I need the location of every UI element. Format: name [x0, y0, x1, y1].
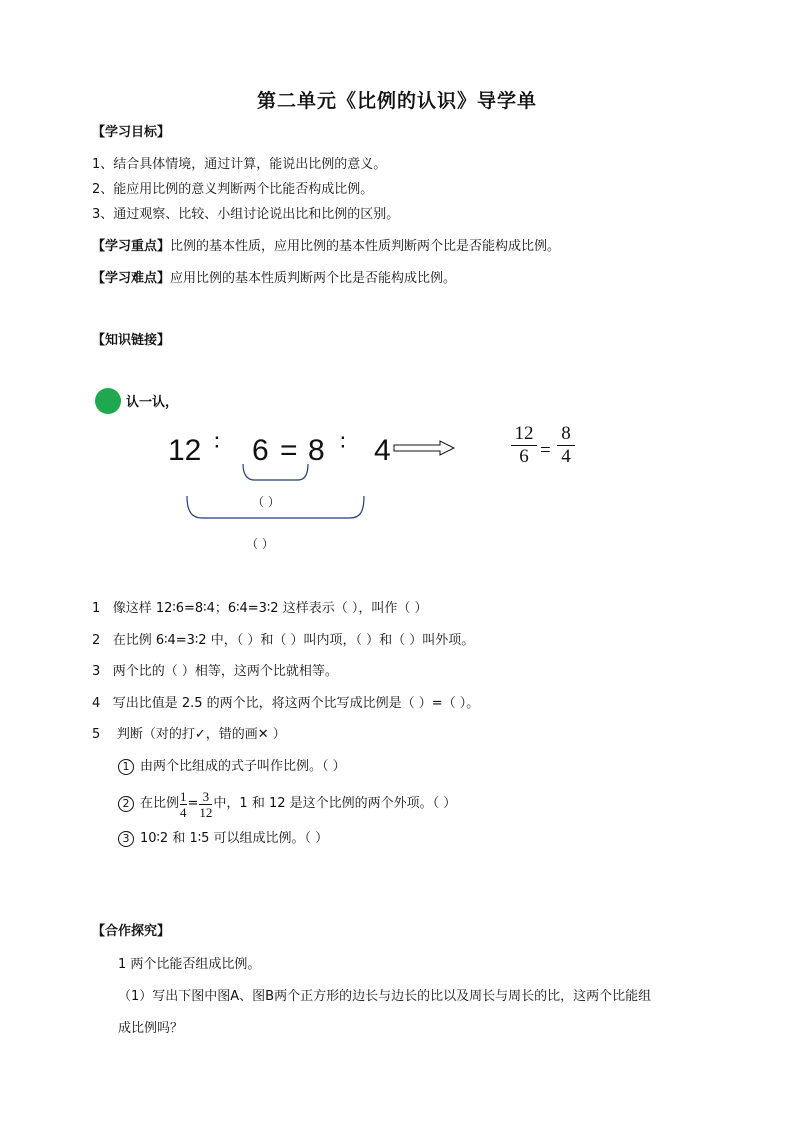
fraction-left-denominator: 6: [519, 446, 529, 467]
question-1: [92, 600, 427, 618]
question-text: 像这样 12∶6=8∶4；6∶4=3∶2 这样表示（ ），叫作（ ）: [112, 601, 428, 616]
question-number: 1: [92, 601, 101, 616]
fraction-equals: =: [540, 440, 551, 461]
circled-one-icon: 1: [118, 759, 134, 775]
question-text: 判断（对的打✓，错的画✕ ）: [116, 727, 286, 742]
judge-fraction-2-denominator: 12: [199, 804, 213, 820]
judge-item-3: [118, 830, 328, 848]
proportion-equals: =: [280, 434, 298, 467]
proportion-colon-1: ∶: [214, 430, 220, 455]
circled-two-icon: 2: [118, 796, 134, 812]
fraction-right-numerator: 8: [561, 423, 571, 444]
question-3: [92, 663, 338, 681]
key-point-label: 【学习重点】: [92, 239, 171, 254]
cooperate-heading: 【合作探究】: [92, 924, 171, 939]
question-text: 两个比的（ ）相等，这两个比就相等。: [112, 664, 338, 679]
difficulty-text: 应用比例的基本性质判断两个比是否能构成比例。: [170, 271, 457, 286]
question-5: [92, 726, 286, 744]
question-text: 在比例 6∶4=3∶2 中，（ ）和（ ）叫内项，（ ）和（ ）叫外项。: [112, 633, 475, 648]
key-point: [92, 238, 560, 256]
right-arrow-icon: [392, 440, 456, 456]
proportion-term-8: 8: [308, 434, 325, 467]
green-circle-icon: [95, 388, 121, 414]
key-point-text: 比例的基本性质，应用比例的基本性质判断两个比是否能构成比例。: [170, 239, 561, 254]
proportion-term-12: 12: [168, 434, 202, 467]
goal-item-2: 2、能应用比例的意义判断两个比能否构成比例。: [92, 182, 374, 197]
proportion-colon-2: ∶: [340, 430, 346, 455]
difficulty-label: 【学习难点】: [92, 271, 171, 286]
fraction-left-numerator: 12: [514, 423, 534, 444]
judge-item-1: [118, 758, 346, 776]
question-4: [92, 695, 479, 713]
knowledge-heading: 【知识链接】: [92, 333, 171, 348]
goal-item-1: 1、结合具体情境，通过计算，能说出比例的意义。: [92, 157, 387, 172]
cooperate-sub: 1 两个比能否组成比例。: [118, 957, 261, 972]
fraction-right-denominator: 4: [561, 446, 571, 467]
judge-fraction-1-numerator: 1: [180, 788, 187, 804]
goal-item-3: 3、通过观察、比较、小组讨论说出比和比例的区别。: [92, 207, 400, 222]
recognize-label: 认一认，: [126, 395, 179, 410]
proportion-term-6: 6: [252, 434, 269, 467]
judge-item-2: [118, 786, 456, 822]
question-text: 写出比值是 2.5 的两个比，将这两个比写成比例是（ ）=（ ）。: [112, 696, 480, 711]
judge-item-1-text: 由两个比组成的式子叫作比例。（ ）: [140, 759, 346, 774]
proportion-term-4: 4: [374, 434, 391, 467]
question-number: 5: [92, 727, 101, 742]
fraction-left: [510, 423, 538, 468]
question-number: 3: [92, 664, 101, 679]
judge-fraction-2-numerator: 3: [202, 788, 210, 804]
goals-heading: 【学习目标】: [92, 125, 171, 140]
judge-fraction-1: [180, 789, 187, 820]
judge-fraction-2: [199, 789, 212, 820]
circled-three-icon: 3: [118, 831, 134, 847]
judge-fraction-1-denominator: 4: [180, 804, 187, 820]
judge-item-2-pre: 在比例: [140, 796, 180, 811]
question-2: [92, 632, 474, 650]
judge-item-3-text: 10∶2 和 1∶5 可以组成比例。（ ）: [140, 831, 329, 846]
difficulty: [92, 270, 456, 288]
page-title: 第二单元《比例的认识》导学单: [256, 90, 537, 112]
question-number: 2: [92, 633, 101, 648]
fraction-right: [556, 423, 576, 468]
judge-item-2-post: 中，1 和 12 是这个比例的两个外项。（ ）: [213, 796, 457, 811]
cooperate-question-line-1: （1）写出下图中图A、图B两个正方形的边长与边长的比以及周长与周长的比，这两个比能组: [118, 989, 652, 1004]
cooperate-question-line-2: 成比例吗？: [118, 1021, 184, 1036]
outer-terms-blank: （ ）: [246, 537, 274, 551]
judge-fraction-equals: =: [187, 796, 199, 811]
inner-terms-blank: （ ）: [252, 495, 280, 509]
question-number: 4: [92, 696, 101, 711]
